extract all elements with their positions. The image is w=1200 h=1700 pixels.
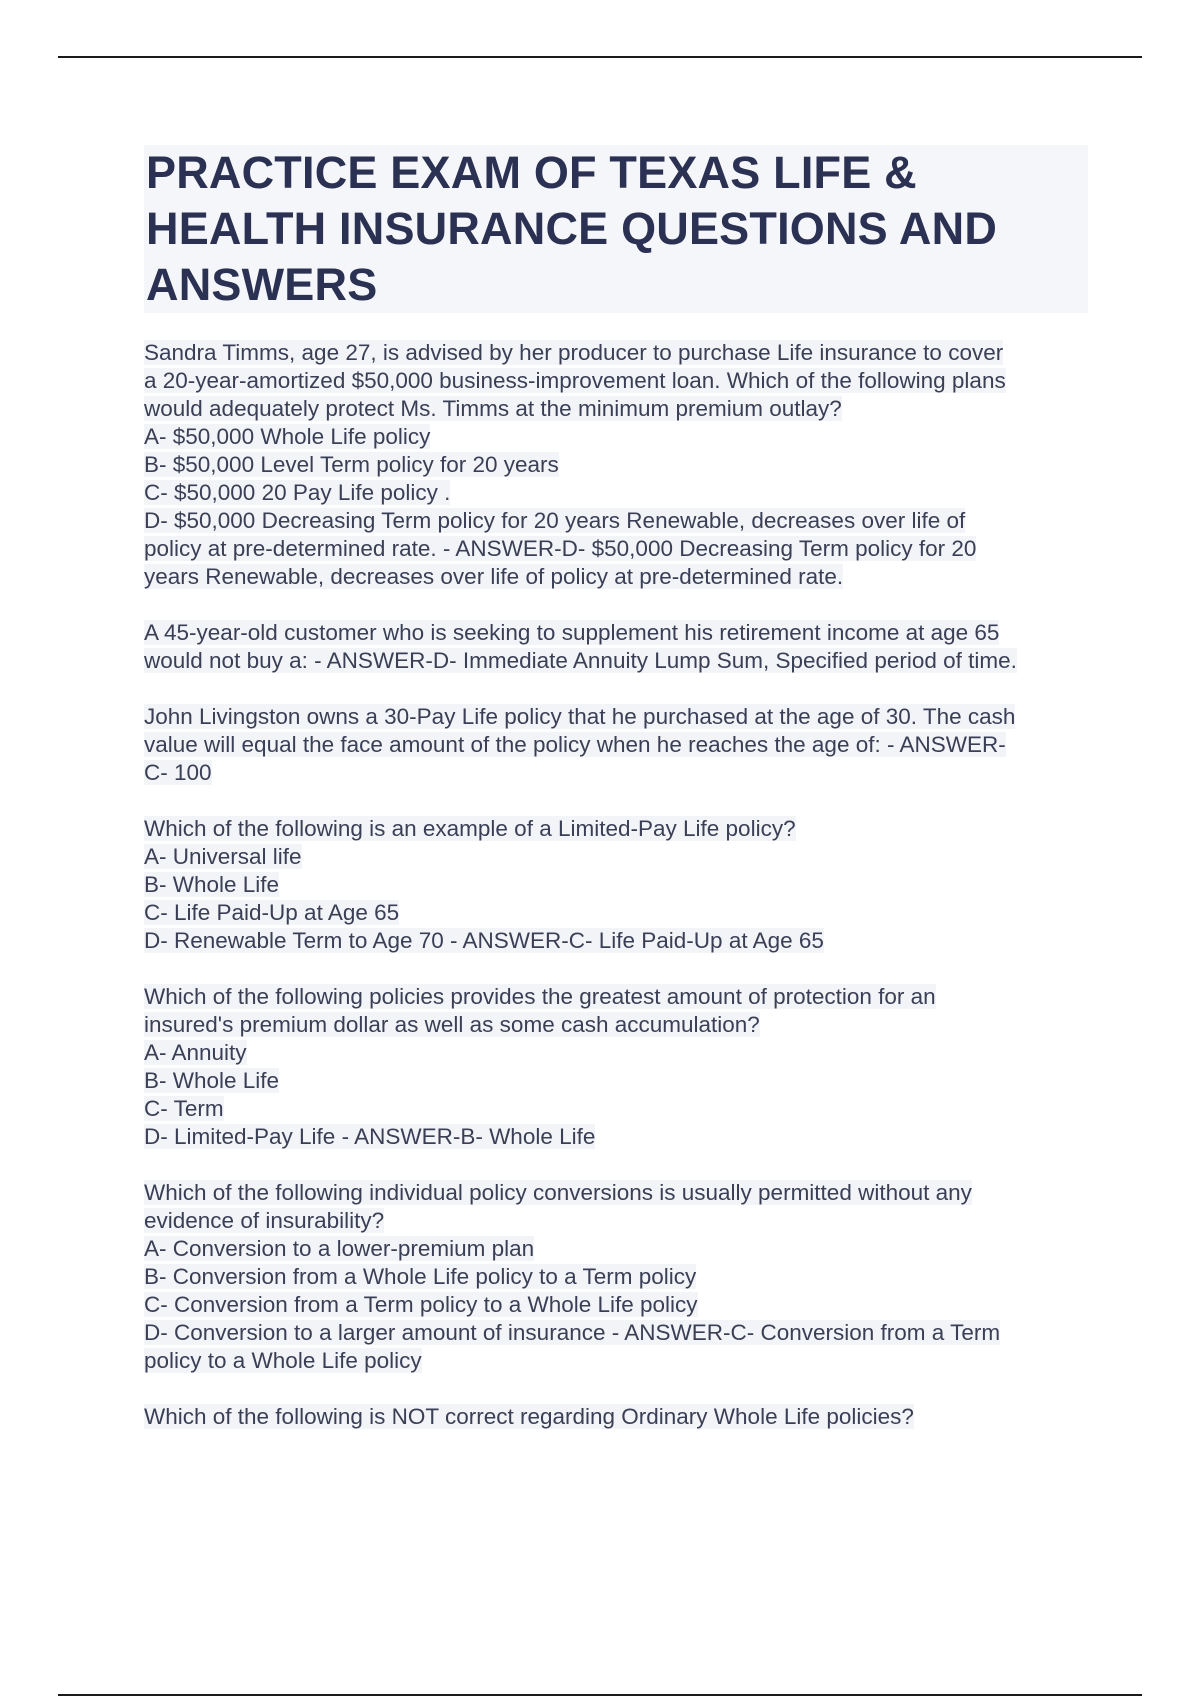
question-block <box>144 339 1094 591</box>
question-line-text: would not buy a: - ANSWER-D- Immediate Annuity Lump Sum, Specified period of time. <box>144 648 1017 673</box>
question-line <box>144 1207 1094 1235</box>
question-line-text: years Renewable, decreases over life of policy at pre-determined rate. <box>144 564 844 589</box>
question-block <box>144 815 1094 955</box>
question-line-text: B- Whole Life <box>144 1068 280 1093</box>
question-line-text: D- $50,000 Decreasing Term policy for 20 years Renewable, decreases over life of <box>144 508 966 533</box>
question-line <box>144 1291 1094 1319</box>
question-line-text: C- $50,000 20 Pay Life policy . <box>144 480 451 505</box>
page-title <box>144 145 1088 313</box>
question-line <box>144 395 1094 423</box>
question-line <box>144 1067 1094 1095</box>
question-line-text: Which of the following policies provides the greatest amount of protection for an <box>144 984 936 1009</box>
question-block <box>144 619 1094 675</box>
question-line-text: C- Conversion from a Term policy to a Whole Life policy <box>144 1292 698 1317</box>
question-line <box>144 339 1094 367</box>
question-line <box>144 1123 1094 1151</box>
question-line-text: a 20-year-amortized $50,000 business-improvement loan. Which of the following plans <box>144 368 1006 393</box>
title-line: HEALTH INSURANCE QUESTIONS AND <box>146 203 998 254</box>
question-line <box>144 1095 1094 1123</box>
question-line <box>144 1235 1094 1263</box>
question-line <box>144 367 1094 395</box>
question-line-text: evidence of insurability? <box>144 1208 385 1233</box>
question-line <box>144 507 1094 535</box>
question-line-text: A- Annuity <box>144 1040 247 1065</box>
question-block <box>144 1179 1094 1375</box>
question-block <box>144 1403 1094 1431</box>
question-line <box>144 1179 1094 1207</box>
question-line <box>144 815 1094 843</box>
question-line <box>144 983 1094 1011</box>
question-line <box>144 563 1094 591</box>
question-line-text: B- Whole Life <box>144 872 280 897</box>
question-line-text: C- 100 <box>144 760 212 785</box>
question-line <box>144 759 1094 787</box>
question-line-text: D- Limited-Pay Life - ANSWER-B- Whole Life <box>144 1124 596 1149</box>
question-line <box>144 1347 1094 1375</box>
question-line <box>144 731 1094 759</box>
question-line-text: A- Conversion to a lower-premium plan <box>144 1236 535 1261</box>
question-line <box>144 647 1094 675</box>
question-line <box>144 423 1094 451</box>
question-list <box>144 339 1094 1459</box>
question-line-text: policy to a Whole Life policy <box>144 1348 422 1373</box>
title-line: ANSWERS <box>146 259 378 310</box>
question-line-text: Which of the following individual policy conversions is usually permitted without any <box>144 1180 972 1205</box>
question-line <box>144 703 1094 731</box>
question-line-text: A- $50,000 Whole Life policy <box>144 424 431 449</box>
question-line-text: B- $50,000 Level Term policy for 20 years <box>144 452 559 477</box>
question-line-text: D- Conversion to a larger amount of insurance - ANSWER-C- Conversion from a Term <box>144 1320 1001 1345</box>
question-block <box>144 983 1094 1151</box>
question-line <box>144 843 1094 871</box>
question-line-text: Sandra Timms, age 27, is advised by her producer to purchase Life insurance to cover <box>144 340 1004 365</box>
question-line-text: C- Life Paid-Up at Age 65 <box>144 900 400 925</box>
question-line-text: A 45-year-old customer who is seeking to supplement his retirement income at age 65 <box>144 620 1000 645</box>
question-line <box>144 899 1094 927</box>
question-line-text: value will equal the face amount of the policy when he reaches the age of: - ANSWER- <box>144 732 1006 757</box>
question-line <box>144 1263 1094 1291</box>
question-line <box>144 451 1094 479</box>
question-line <box>144 871 1094 899</box>
question-line <box>144 1039 1094 1067</box>
question-line <box>144 535 1094 563</box>
question-line-text: C- Term <box>144 1096 224 1121</box>
question-line-text: would adequately protect Ms. Timms at the minimum premium outlay? <box>144 396 842 421</box>
question-line <box>144 1319 1094 1347</box>
question-line-text: Which of the following is an example of a Limited-Pay Life policy? <box>144 816 796 841</box>
question-line <box>144 927 1094 955</box>
header-rule <box>58 56 1142 58</box>
question-line <box>144 479 1094 507</box>
question-block <box>144 703 1094 787</box>
question-line-text: B- Conversion from a Whole Life policy to a Term policy <box>144 1264 697 1289</box>
question-line-text: A- Universal life <box>144 844 302 869</box>
question-line <box>144 1011 1094 1039</box>
question-line-text: insured's premium dollar as well as some cash accumulation? <box>144 1012 760 1037</box>
title-block <box>144 145 1088 313</box>
title-line: PRACTICE EXAM OF TEXAS LIFE & <box>146 147 917 198</box>
question-line-text: John Livingston owns a 30-Pay Life policy that he purchased at the age of 30. The cash <box>144 704 1016 729</box>
question-line <box>144 1403 1094 1431</box>
question-line-text: policy at pre-determined rate. - ANSWER-D- $50,000 Decreasing Term policy for 20 <box>144 536 977 561</box>
question-line-text: D- Renewable Term to Age 70 - ANSWER-C- Life Paid-Up at Age 65 <box>144 928 824 953</box>
footer-rule <box>58 1694 1142 1696</box>
question-line-text: Which of the following is NOT correct regarding Ordinary Whole Life policies? <box>144 1404 914 1429</box>
question-line <box>144 619 1094 647</box>
